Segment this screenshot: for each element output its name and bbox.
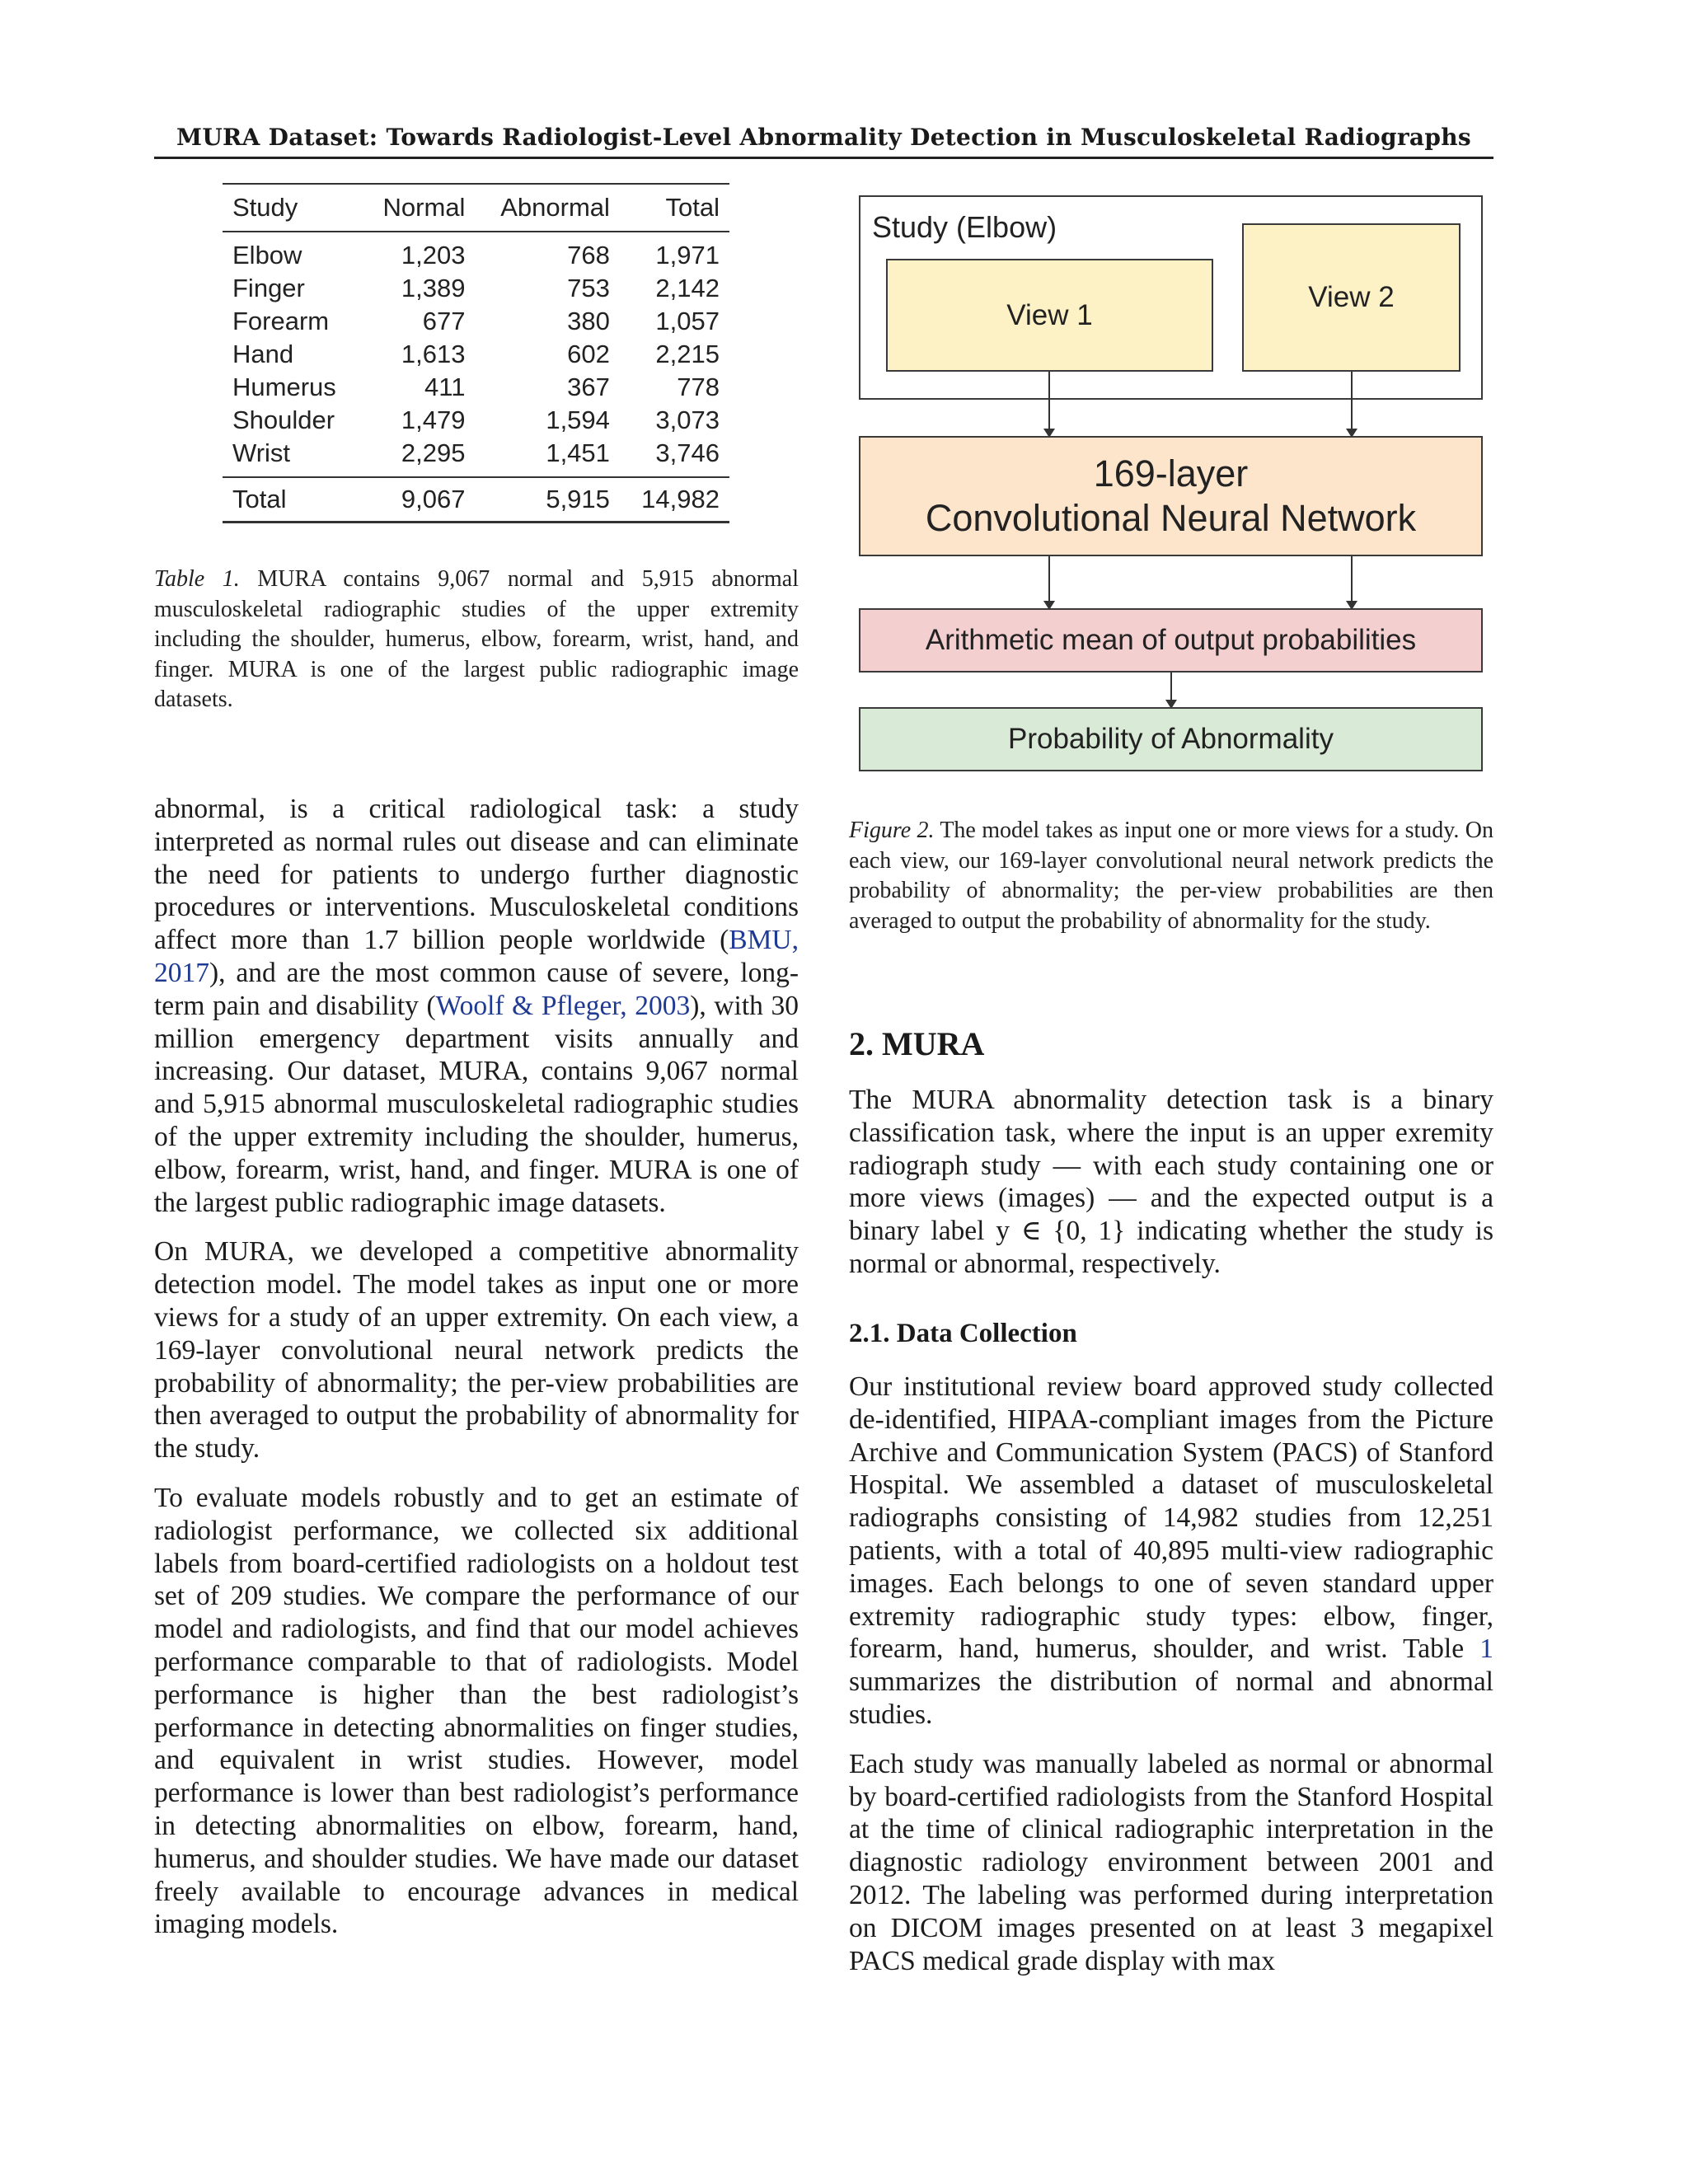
- arrow-mean-to-output: [1170, 673, 1172, 707]
- cell-abnormal: 5,915: [475, 477, 619, 523]
- table-row: [223, 305, 729, 338]
- cell-normal: 1,389: [401, 274, 466, 302]
- paragraph: To evaluate models robustly and to get an estimate of radiologist performance, we collected six additional labels from board-certified radiologists on a holdout test set of 209 studies. We compare the performance of our model and radiologists, and find that our model achieves performance comparable to that of radiologists. Model performance is higher than the best radiologist’s performance in detecting abnormalities on finger studies, and equivalent in wrist studies. However, model performance is lower than best radiologist’s performance in detecting abnormalities on elbow, forearm, hand, humerus, and shoulder studies. We have made our dataset freely available to encourage advances in medical imaging models.: [154, 1482, 799, 1940]
- cell-study: Forearm: [232, 307, 330, 335]
- cell-normal: 9,067: [361, 477, 476, 523]
- col-header-abnormal: Abnormal: [475, 184, 619, 232]
- table-row: [223, 437, 729, 477]
- cell-abnormal: 602: [567, 340, 610, 368]
- header-rule: [154, 157, 1493, 159]
- arrow-view1-to-cnn: [1048, 372, 1050, 436]
- cell-abnormal: 380: [567, 307, 610, 335]
- table-total-row: [223, 477, 729, 523]
- paragraph-text: ), with 30 million emergency department visits annually and increasing. Our dataset, MURA, contains 9,067 normal and 5,915 abnormal musculoskeletal radiographic studies of the upper extremity including the shoulder, humerus, elbow, forearm, wrist, hand, and finger. MURA is one of the largest public radiographic image datasets.: [154, 990, 799, 1218]
- paragraph-text: abnormal, is a critical radiological task: a study interpreted as normal rules out disease and can eliminate the need for patients to undergo further diagnostic procedures or interventions. Musculoskeletal conditions affect more than 1.7 billion people worldwide (: [154, 794, 799, 956]
- cell-study: Humerus: [232, 373, 336, 401]
- cell-study: Shoulder: [232, 405, 335, 434]
- paragraph-text: ), and are the most common cause of severe, long-term pain and disability (: [154, 957, 799, 1021]
- view-1-box: [886, 259, 1213, 372]
- figure-2-caption-text: The model takes as input one or more views for a study. On each view, our 169-layer convolutional neural network predicts the probability of abnormality; the per-view probabilities are then averaged to output the probability of abnormality for the study.: [849, 818, 1493, 934]
- table-1-caption-label: Table 1.: [154, 566, 240, 592]
- table-1-caption-text: MURA contains 9,067 normal and 5,915 abnormal musculoskeletal radiographic studies of the upper extremity including the shoulder, humerus, elbow, forearm, wrist, hand, and finger. MURA is one of the largest public radiographic image datasets.: [154, 566, 799, 712]
- table-1: [223, 183, 729, 523]
- paragraph: [849, 1371, 1493, 1732]
- section-title: 2. MURA: [849, 1025, 985, 1062]
- view-1-label: View 1: [1006, 298, 1093, 331]
- section-2-1-body: [849, 1371, 1493, 1994]
- table-ref-link[interactable]: 1: [1479, 1633, 1493, 1665]
- cell-normal: 1,613: [401, 340, 466, 368]
- cell-abnormal: 367: [567, 373, 610, 401]
- paragraph: The MURA abnormality detection task is a binary classification task, where the input is an upper exremity radiograph study — with each study containing one or more views (images) — and the expected output is a binary label y ∈ {0, 1} indicating whether the study is normal or abnormal, respectively.: [849, 1085, 1493, 1279]
- subsection-title: 2.1. Data Collection: [849, 1319, 1077, 1348]
- cell-study: Wrist: [232, 438, 291, 467]
- table-header-row: [223, 184, 729, 232]
- table-1-caption: [154, 565, 799, 715]
- mean-label: Arithmetic mean of output probabilities: [925, 624, 1417, 656]
- output-label: Probability of Abnormality: [1008, 723, 1334, 755]
- cell-abnormal: 768: [567, 241, 610, 269]
- paragraph: [154, 793, 799, 1219]
- cell-total: 3,746: [655, 438, 720, 467]
- cell-study: Elbow: [232, 241, 302, 269]
- table-row: [223, 232, 729, 272]
- cell-study: Hand: [232, 340, 294, 368]
- table-row: [223, 371, 729, 404]
- table-row: [223, 404, 729, 437]
- cell-normal: 2,295: [401, 438, 466, 467]
- col-header-study: Study: [223, 184, 361, 232]
- figure-2-caption: [849, 816, 1493, 936]
- cell-total: 1,057: [655, 307, 720, 335]
- cnn-box: [859, 436, 1483, 556]
- paragraph: On MURA, we developed a competitive abnormality detection model. The model takes as input one or more views for a study of an upper extremity. On each view, a 169-layer convolutional neural network predicts the probability of abnormality; the per-view probabilities are then averaged to output the probability of abnormality for the study.: [154, 1236, 799, 1465]
- mean-box: [859, 608, 1483, 673]
- cell-study: Total: [223, 477, 361, 523]
- cell-total: 14,982: [620, 477, 729, 523]
- cell-total: 2,142: [655, 274, 720, 302]
- cell-abnormal: 1,594: [546, 405, 610, 434]
- cell-abnormal: 1,451: [546, 438, 610, 467]
- table-row: [223, 338, 729, 371]
- paragraph-text: Our institutional review board approved study collected de-identified, HIPAA-compliant images from the Picture Archive and Communication System (PACS) of Stanford Hospital. We assembled a dataset of musculoskeletal radiographs consisting of 14,982 studies from 12,251 patients, with a total of 40,895 multi-view radiographic images. Each belongs to one of seven standard upper extremity radiographic study types: elbow, finger, forearm, hand, humerus, shoulder, and wrist. Table: [849, 1371, 1493, 1665]
- study-label: Study (Elbow): [872, 210, 1057, 244]
- cnn-line-2: Convolutional Neural Network: [925, 497, 1417, 539]
- output-box: [859, 707, 1483, 771]
- cell-normal: 411: [424, 373, 466, 401]
- paragraph: Each study was manually labeled as normal or abnormal by board-certified radiologists from the Stanford Hospital at the time of clinical radiographic interpretation in the diagnostic radiology environment between 2001 and 2012. The labeling was performed during interpretation on DICOM images presented on at least 3 megapixel PACS medical grade display with max: [849, 1748, 1493, 1976]
- cell-total: 2,215: [655, 340, 720, 368]
- cell-normal: 1,203: [401, 241, 466, 269]
- left-column-body: [154, 793, 799, 1957]
- table-row: [223, 272, 729, 305]
- paragraph-text: summarizes the distribution of normal and abnormal studies.: [849, 1666, 1493, 1730]
- cell-normal: 1,479: [401, 405, 466, 434]
- cell-total: 1,971: [655, 241, 720, 269]
- cell-total: 778: [677, 373, 720, 401]
- citation-link[interactable]: BMU, 2017: [154, 925, 799, 988]
- arrow-view2-to-cnn: [1351, 372, 1353, 436]
- citation-link[interactable]: Woolf & Pfleger, 2003: [435, 990, 691, 1021]
- col-header-total: Total: [620, 184, 729, 232]
- arrow-cnn-to-mean-left: [1048, 556, 1050, 608]
- figure-2-caption-label: Figure 2.: [849, 818, 935, 843]
- cell-study: Finger: [232, 274, 305, 302]
- col-header-normal: Normal: [361, 184, 476, 232]
- cell-total: 3,073: [655, 405, 720, 434]
- view-2-box: [1242, 223, 1461, 372]
- cell-abnormal: 753: [567, 274, 610, 302]
- view-2-label: View 2: [1308, 281, 1395, 313]
- cnn-line-1: 169-layer: [1093, 452, 1249, 494]
- section-2-intro: [849, 1084, 1493, 1297]
- arrow-cnn-to-mean-right: [1351, 556, 1353, 608]
- running-title: MURA Dataset: Towards Radiologist-Level Abnormality Detection in Musculoskeletal Radiographs: [176, 124, 1471, 151]
- cell-normal: 677: [422, 307, 466, 335]
